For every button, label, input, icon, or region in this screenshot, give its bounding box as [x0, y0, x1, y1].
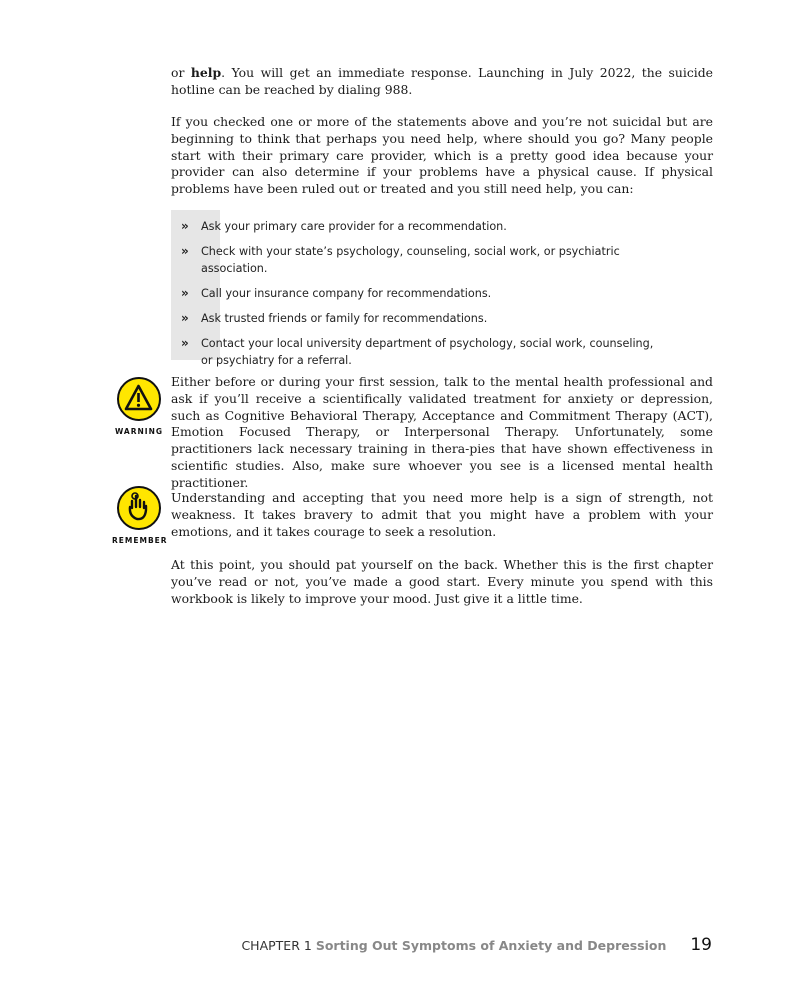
list-item — [181, 243, 661, 277]
warning-icon — [117, 377, 161, 421]
remember-label: REMEMBER — [112, 536, 168, 545]
paragraph-where-to-go: If you checked one or more of the statements above and you’re not suicidal but are beginning to think that perhaps you need help, where should you go? Many people start with their primary care provider, which is a pretty good idea because your provider can also determine if your problems have a physical cause. If physical problems have been ruled out or treated and you still need help, you can: — [171, 114, 713, 197]
list-item-text: Check with your state’s psychology, counseling, social work, or psychiatric association. — [201, 245, 620, 275]
list-item-text: Ask your primary care provider for a recommendation. — [201, 220, 507, 233]
list-item-text: Call your insurance company for recommendations. — [201, 287, 492, 300]
paragraph-closing: At this point, you should pat yourself on the back. Whether this is the first chapter you’ve read or not, you’ve made a good start. Every minute you spend with this workbook is likely to improve your mood. Just give it a little time. — [171, 557, 713, 606]
double-chevron-icon: » — [181, 336, 189, 350]
list-item — [181, 218, 661, 235]
warning-text: Either before or during your first session, talk to the mental health professional and ask if you’ll receive a scientifically validated treatment for anxiety or depression, such as Cognitive Behavioral Therapy, Acceptance and Commitment Therapy (ACT), Emotion Focused Therapy, or Interpersonal Therapy. Unfortunately, some practitioners lack necessary training in thera-pies that have shown effectiveness in scientific studies. Also, make sure whoever you see is a licensed mental health practitioner. — [171, 374, 713, 490]
list-item — [181, 335, 661, 369]
list-item-text: Contact your local university department of psychology, social work, counseling, or psychiatry for a referral. — [201, 337, 654, 367]
intro-prefix: or — [171, 65, 191, 80]
chapter-label: CHAPTER 1 — [241, 938, 312, 953]
double-chevron-icon: » — [181, 286, 189, 300]
remember-icon — [117, 486, 161, 530]
double-chevron-icon: » — [181, 219, 189, 233]
warning-badge — [112, 377, 166, 436]
intro-bold-help: help — [190, 65, 222, 80]
list-item — [181, 310, 661, 327]
double-chevron-icon: » — [181, 244, 189, 258]
page-number: 19 — [690, 935, 712, 955]
remember-badge — [112, 486, 166, 545]
warning-label: WARNING — [114, 427, 163, 436]
page-footer — [0, 935, 712, 955]
remember-text: Understanding and accepting that you need more help is a sign of strength, not weakness. It takes bravery to admit that you might have a problem with your emotions, and it takes courage to seek a resolution. — [171, 490, 713, 539]
recommendation-list — [181, 218, 661, 377]
intro-rest: . You will get an immediate response. Launching in July 2022, the suicide hotline can be reached by dialing 988. — [171, 65, 713, 97]
list-item-text: Ask trusted friends or family for recommendations. — [201, 312, 488, 325]
paragraph-intro — [171, 65, 713, 99]
chapter-title: Sorting Out Symptoms of Anxiety and Depression — [315, 938, 667, 953]
double-chevron-icon: » — [181, 311, 189, 325]
list-item — [181, 285, 661, 302]
